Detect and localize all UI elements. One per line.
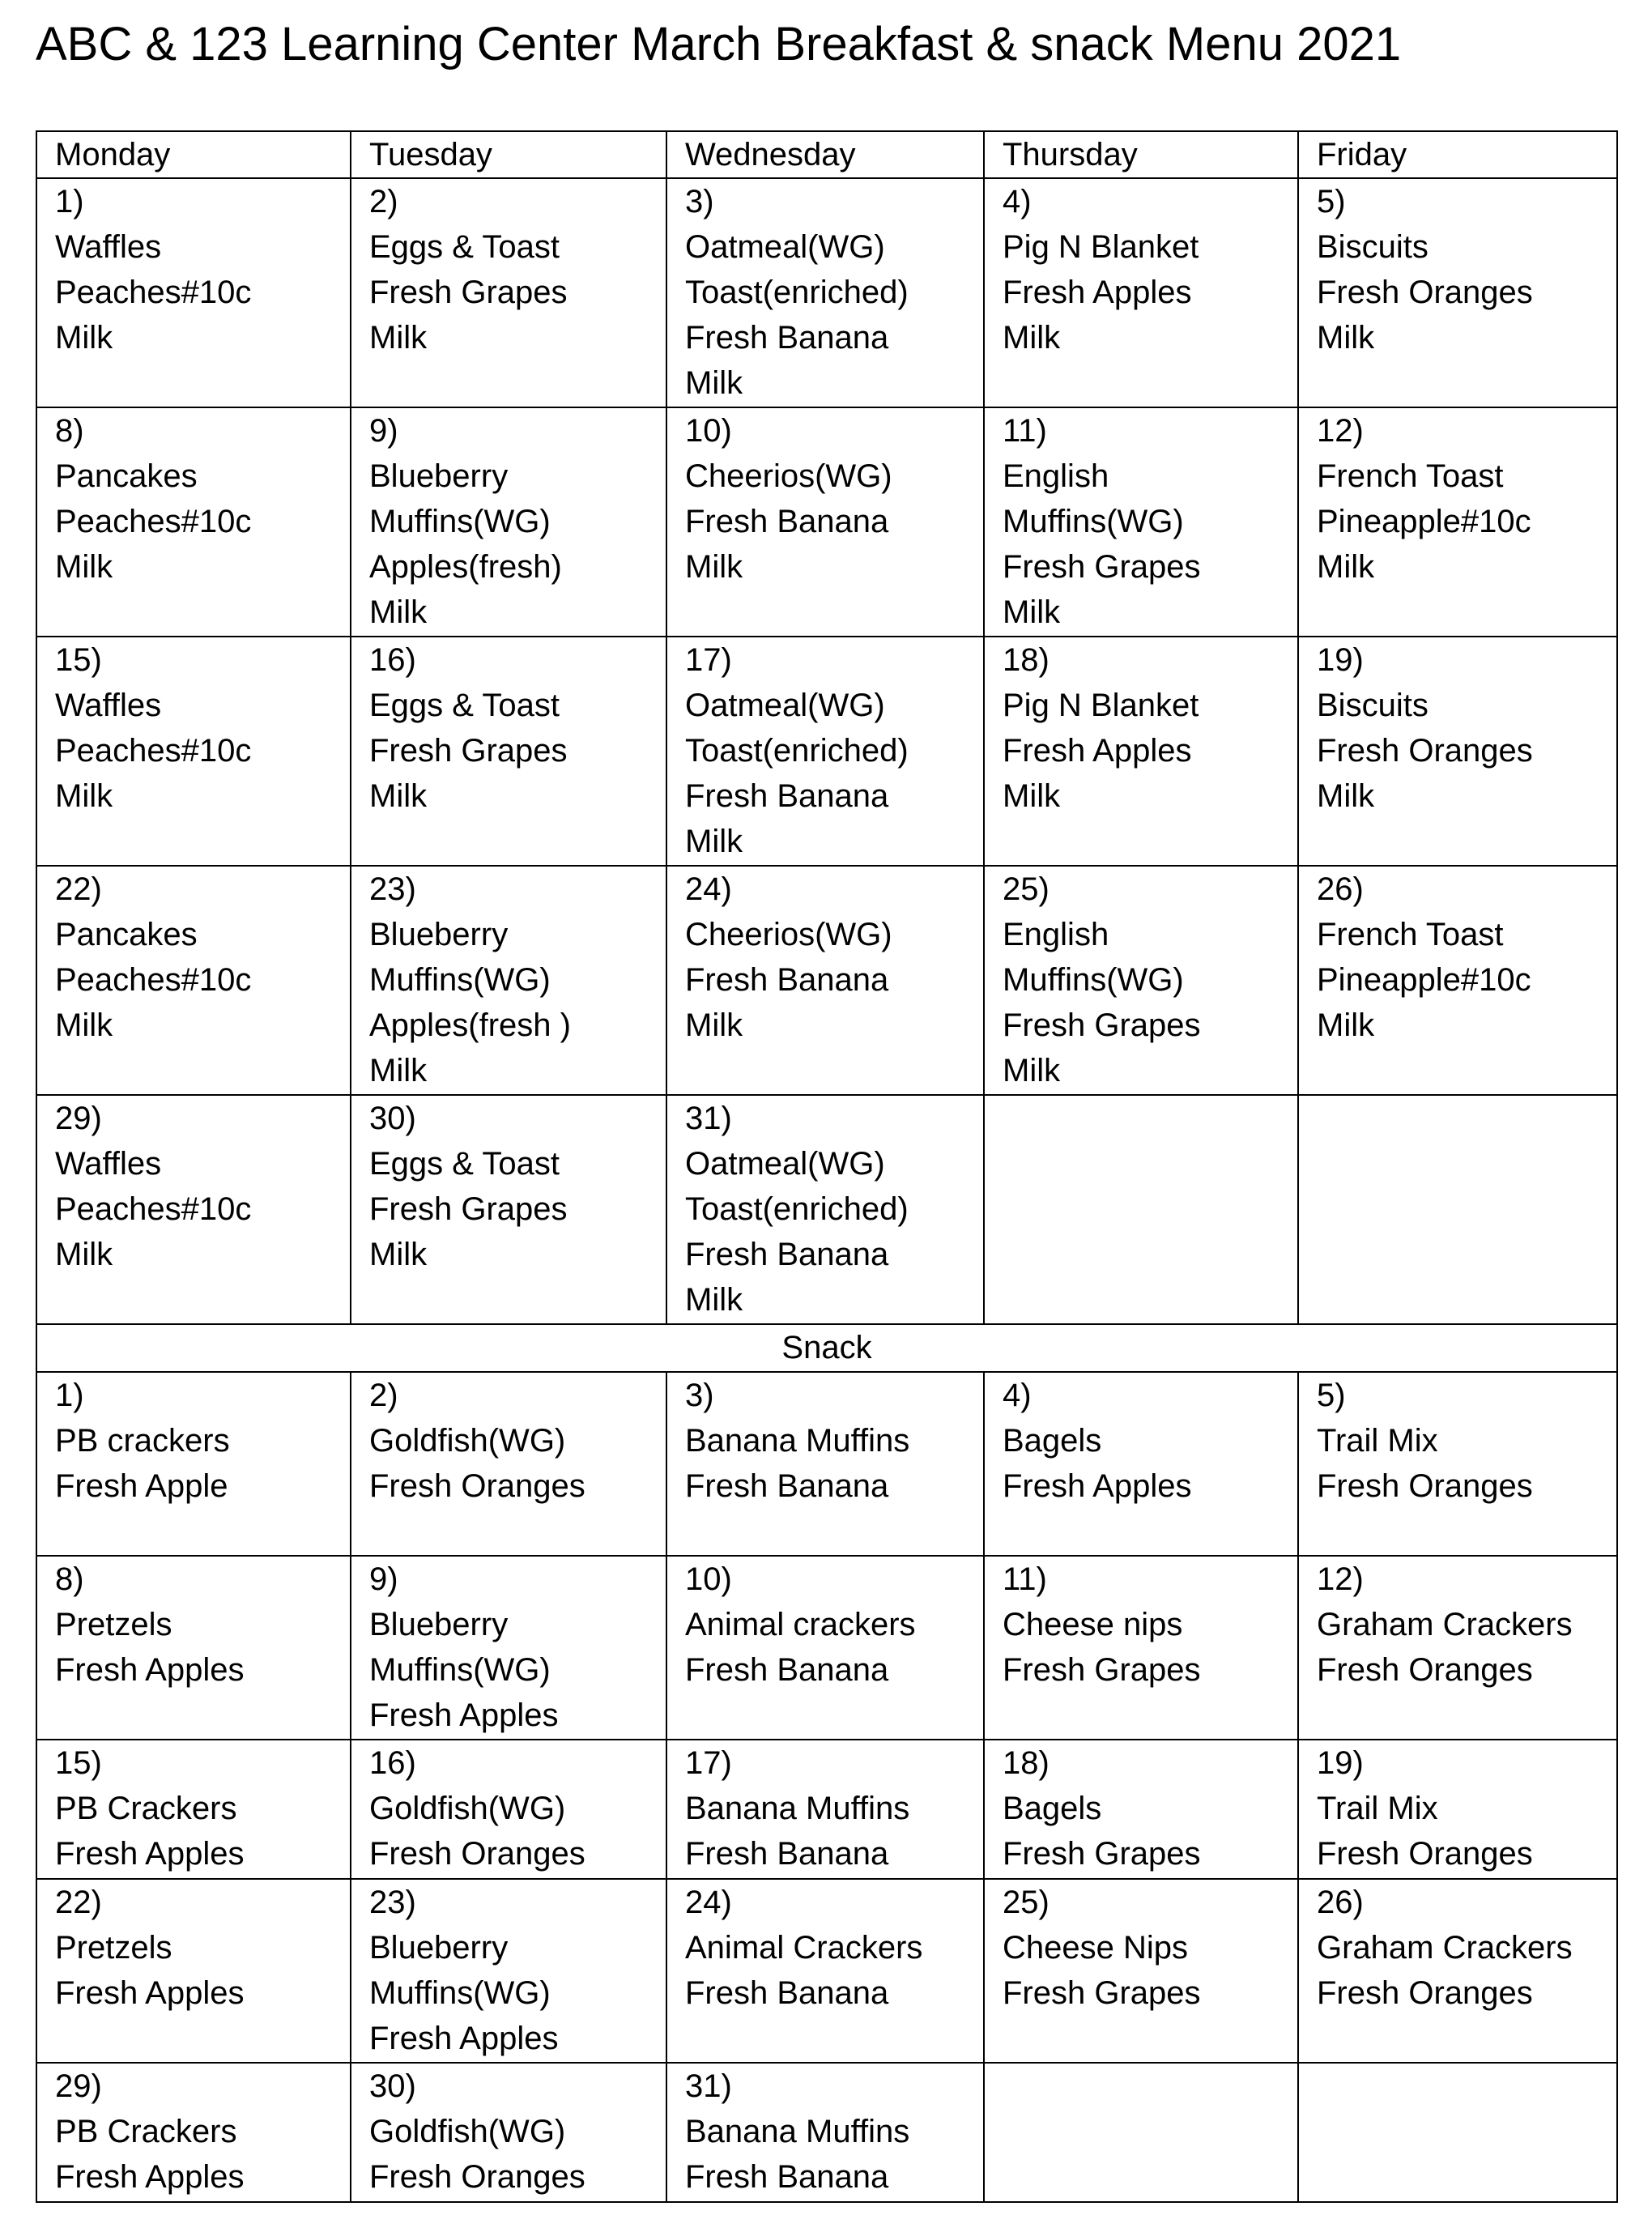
menu-item: Fresh Banana — [685, 778, 889, 814]
menu-item: Fresh Apples — [55, 2159, 245, 2195]
menu-item: Peaches#10c — [55, 962, 252, 998]
menu-item: Fresh Oranges — [369, 2159, 585, 2195]
menu-cell-tuesday — [351, 1740, 666, 1879]
menu-item: Pretzels — [55, 1930, 172, 1966]
menu-item: Fresh Banana — [685, 1836, 889, 1872]
menu-cell-thursday — [984, 866, 1298, 1095]
menu-cell-friday — [1298, 1372, 1617, 1556]
menu-item: Goldfish(WG) — [369, 1423, 566, 1459]
menu-item: Fresh Banana — [685, 1468, 889, 1504]
menu-item: Fresh Grapes — [369, 733, 568, 769]
menu-item: Toast(enriched) — [685, 1191, 909, 1227]
day-number: 2) — [369, 1378, 398, 1413]
menu-cell-friday — [1298, 1556, 1617, 1740]
menu-item: Cheerios(WG) — [685, 917, 892, 952]
menu-item: Banana Muffins — [685, 1423, 910, 1459]
menu-item: Pancakes — [55, 458, 198, 494]
menu-item: Fresh Oranges — [369, 1836, 585, 1872]
snack-week-row — [36, 1556, 1617, 1740]
menu-item: Cheese Nips — [1003, 1930, 1189, 1966]
day-number: 31) — [685, 2068, 732, 2104]
menu-cell-wednesday — [666, 1879, 984, 2063]
menu-cell-tuesday — [351, 178, 666, 407]
menu-cell-friday — [1298, 1740, 1617, 1879]
menu-cell-friday — [1298, 407, 1617, 637]
menu-item: Fresh Grapes — [1003, 1652, 1201, 1688]
menu-item: Pancakes — [55, 917, 198, 952]
menu-item: Pretzels — [55, 1607, 172, 1642]
menu-item: Blueberry — [369, 1607, 509, 1642]
day-number: 25) — [1003, 1885, 1050, 1920]
menu-cell-tuesday — [351, 1879, 666, 2063]
day-number: 2) — [369, 184, 398, 219]
day-number: 8) — [55, 413, 84, 449]
menu-item: Fresh Apples — [55, 1975, 245, 2011]
menu-cell-thursday — [984, 2063, 1298, 2202]
menu-item: Fresh Apples — [55, 1836, 245, 1872]
menu-item: Fresh Apples — [1003, 1468, 1192, 1504]
day-number: 24) — [685, 1885, 732, 1920]
menu-item: Fresh Grapes — [1003, 1836, 1201, 1872]
menu-item: Oatmeal(WG) — [685, 229, 885, 265]
snack-week-row — [36, 1372, 1617, 1556]
day-number: 1) — [55, 184, 84, 219]
menu-item: Fresh Apples — [1003, 733, 1192, 769]
menu-item: Goldfish(WG) — [369, 2114, 566, 2149]
day-number: 18) — [1003, 1745, 1050, 1781]
menu-item: Pineapple#10c — [1317, 962, 1531, 998]
day-number: 15) — [55, 1745, 102, 1781]
snack-header-row — [36, 1324, 1617, 1372]
menu-cell-tuesday — [351, 407, 666, 637]
menu-cell-monday — [36, 637, 351, 866]
day-number: 18) — [1003, 642, 1050, 678]
menu-item: Pineapple#10c — [1317, 504, 1531, 539]
menu-item: Graham Crackers — [1317, 1607, 1573, 1642]
menu-item: Toast(enriched) — [685, 275, 909, 310]
menu-item: Milk — [1003, 594, 1061, 630]
menu-item: Milk — [369, 778, 428, 814]
menu-item: Fresh Banana — [685, 2159, 889, 2195]
day-number: 29) — [55, 2068, 102, 2104]
menu-item: Peaches#10c — [55, 1191, 252, 1227]
menu-cell-thursday — [984, 178, 1298, 407]
day-number: 10) — [685, 413, 732, 449]
menu-item: PB Crackers — [55, 1791, 237, 1826]
menu-item: Fresh Apples — [55, 1652, 245, 1688]
menu-table-body — [36, 131, 1617, 2202]
menu-cell-tuesday — [351, 2063, 666, 2202]
menu-item: Fresh Banana — [685, 1652, 889, 1688]
day-number: 19) — [1317, 1745, 1364, 1781]
menu-cell-monday — [36, 1879, 351, 2063]
menu-item: Milk — [1003, 320, 1061, 356]
day-number: 8) — [55, 1561, 84, 1597]
menu-cell-tuesday — [351, 1372, 666, 1556]
menu-item: Banana Muffins — [685, 2114, 910, 2149]
menu-item: Milk — [685, 824, 743, 859]
day-number: 17) — [685, 1745, 732, 1781]
menu-item: English — [1003, 917, 1109, 952]
menu-item: Waffles — [55, 688, 162, 723]
day-number: 3) — [685, 1378, 714, 1413]
menu-cell-friday — [1298, 178, 1617, 407]
day-number: 31) — [685, 1101, 732, 1136]
day-number: 23) — [369, 1885, 416, 1920]
breakfast-week-row — [36, 637, 1617, 866]
menu-item: Bagels — [1003, 1791, 1102, 1826]
breakfast-week-row — [36, 407, 1617, 637]
menu-item: Milk — [369, 1053, 428, 1088]
menu-item: Fresh Banana — [685, 962, 889, 998]
menu-item: PB Crackers — [55, 2114, 237, 2149]
day-number: 11) — [1003, 1561, 1047, 1597]
day-number: 12) — [1317, 1561, 1364, 1597]
menu-item: Biscuits — [1317, 229, 1428, 265]
menu-item: Trail Mix — [1317, 1791, 1438, 1826]
day-header-friday: Friday — [1298, 131, 1617, 178]
day-header-tuesday: Tuesday — [351, 131, 666, 178]
menu-cell-friday — [1298, 1879, 1617, 2063]
menu-cell-thursday — [984, 1556, 1298, 1740]
day-number: 30) — [369, 1101, 416, 1136]
menu-item: Animal crackers — [685, 1607, 916, 1642]
menu-item: Fresh Banana — [685, 1237, 889, 1272]
snack-week-row — [36, 1740, 1617, 1879]
day-number: 26) — [1317, 1885, 1364, 1920]
menu-item: Muffins(WG) — [1003, 962, 1184, 998]
menu-item: Milk — [55, 1237, 113, 1272]
menu-item: Fresh Oranges — [1317, 1975, 1533, 2011]
day-number: 9) — [369, 413, 398, 449]
menu-item: Muffins(WG) — [369, 1652, 551, 1688]
day-number: 19) — [1317, 642, 1364, 678]
menu-item: Waffles — [55, 229, 162, 265]
breakfast-week-row — [36, 178, 1617, 407]
day-number: 12) — [1317, 413, 1364, 449]
menu-item: Milk — [1003, 778, 1061, 814]
day-number: 16) — [369, 642, 416, 678]
menu-item: Fresh Oranges — [369, 1468, 585, 1504]
menu-cell-wednesday — [666, 1556, 984, 1740]
menu-cell-wednesday — [666, 1372, 984, 1556]
menu-item: Peaches#10c — [55, 275, 252, 310]
menu-item: French Toast — [1317, 458, 1504, 494]
menu-item: Cheese nips — [1003, 1607, 1183, 1642]
day-number: 22) — [55, 871, 102, 907]
menu-item: Milk — [1317, 549, 1375, 585]
menu-item: Pig N Blanket — [1003, 229, 1199, 265]
menu-cell-tuesday — [351, 1556, 666, 1740]
menu-cell-thursday — [984, 1095, 1298, 1324]
menu-item: Blueberry — [369, 917, 509, 952]
menu-cell-tuesday — [351, 637, 666, 866]
menu-item: Blueberry — [369, 1930, 509, 1966]
menu-item: Fresh Oranges — [1317, 1836, 1533, 1872]
menu-cell-wednesday — [666, 1095, 984, 1324]
menu-item: Toast(enriched) — [685, 733, 909, 769]
menu-cell-monday — [36, 2063, 351, 2202]
menu-cell-tuesday — [351, 866, 666, 1095]
menu-cell-thursday — [984, 1740, 1298, 1879]
menu-cell-wednesday — [666, 407, 984, 637]
menu-cell-thursday — [984, 1372, 1298, 1556]
menu-cell-monday — [36, 178, 351, 407]
menu-item: Graham Crackers — [1317, 1930, 1573, 1966]
day-number: 16) — [369, 1745, 416, 1781]
breakfast-week-row — [36, 866, 1617, 1095]
day-number: 29) — [55, 1101, 102, 1136]
menu-item: Eggs & Toast — [369, 1146, 560, 1182]
menu-item: Fresh Grapes — [369, 1191, 568, 1227]
menu-cell-friday — [1298, 2063, 1617, 2202]
menu-item: Milk — [55, 549, 113, 585]
day-number: 24) — [685, 871, 732, 907]
menu-cell-tuesday — [351, 1095, 666, 1324]
day-header-wednesday: Wednesday — [666, 131, 984, 178]
menu-item: Fresh Oranges — [1317, 1652, 1533, 1688]
day-number: 5) — [1317, 1378, 1346, 1413]
menu-cell-monday — [36, 866, 351, 1095]
menu-item: Banana Muffins — [685, 1791, 910, 1826]
menu-item: Milk — [1317, 778, 1375, 814]
menu-item: Milk — [685, 549, 743, 585]
menu-item: Milk — [685, 1007, 743, 1043]
menu-item: Fresh Apples — [1003, 275, 1192, 310]
menu-item: Apples(fresh) — [369, 549, 562, 585]
day-number: 22) — [55, 1885, 102, 1920]
menu-item: Eggs & Toast — [369, 688, 560, 723]
day-number: 17) — [685, 642, 732, 678]
menu-item: Eggs & Toast — [369, 229, 560, 265]
day-number: 25) — [1003, 871, 1050, 907]
menu-item: Milk — [1317, 1007, 1375, 1043]
menu-cell-wednesday — [666, 866, 984, 1095]
menu-item: Fresh Grapes — [369, 275, 568, 310]
menu-item: Goldfish(WG) — [369, 1791, 566, 1826]
menu-item: Fresh Apples — [369, 2021, 559, 2056]
menu-table — [36, 130, 1618, 2203]
menu-item: Milk — [1317, 320, 1375, 356]
menu-cell-friday — [1298, 866, 1617, 1095]
menu-item: Animal Crackers — [685, 1930, 923, 1966]
menu-item: Muffins(WG) — [369, 504, 551, 539]
day-number: 9) — [369, 1561, 398, 1597]
menu-item: Muffins(WG) — [369, 962, 551, 998]
menu-item: Milk — [685, 365, 743, 401]
day-number: 30) — [369, 2068, 416, 2104]
menu-item: PB crackers — [55, 1423, 230, 1459]
menu-item: Apples(fresh ) — [369, 1007, 571, 1043]
menu-cell-thursday — [984, 1879, 1298, 2063]
menu-cell-monday — [36, 1372, 351, 1556]
menu-item: Waffles — [55, 1146, 162, 1182]
menu-item: Fresh Banana — [685, 320, 889, 356]
menu-item: French Toast — [1317, 917, 1504, 952]
day-number: 11) — [1003, 413, 1047, 449]
menu-item: English — [1003, 458, 1109, 494]
menu-item: Milk — [1003, 1053, 1061, 1088]
menu-item: Milk — [369, 320, 428, 356]
menu-item: Fresh Grapes — [1003, 1975, 1201, 2011]
menu-item: Bagels — [1003, 1423, 1102, 1459]
menu-item: Milk — [369, 1237, 428, 1272]
menu-item: Fresh Oranges — [1317, 733, 1533, 769]
menu-cell-friday — [1298, 637, 1617, 866]
menu-item: Fresh Oranges — [1317, 275, 1533, 310]
menu-item: Blueberry — [369, 458, 509, 494]
menu-item: Fresh Oranges — [1317, 1468, 1533, 1504]
menu-item: Peaches#10c — [55, 733, 252, 769]
menu-item: Biscuits — [1317, 688, 1428, 723]
menu-item: Fresh Apples — [369, 1697, 559, 1733]
snack-section-label: Snack — [36, 1324, 1617, 1372]
menu-cell-monday — [36, 1740, 351, 1879]
menu-item: Peaches#10c — [55, 504, 252, 539]
menu-item: Oatmeal(WG) — [685, 688, 885, 723]
day-number: 5) — [1317, 184, 1346, 219]
day-header-monday: Monday — [36, 131, 351, 178]
page-title: ABC & 123 Learning Center March Breakfast & snack Menu 2021 — [36, 18, 1402, 70]
menu-item: Milk — [55, 1007, 113, 1043]
menu-item: Milk — [369, 594, 428, 630]
menu-item: Muffins(WG) — [1003, 504, 1184, 539]
snack-week-row — [36, 1879, 1617, 2063]
day-number: 4) — [1003, 184, 1032, 219]
menu-cell-wednesday — [666, 637, 984, 866]
snack-week-row — [36, 2063, 1617, 2202]
menu-cell-friday — [1298, 1095, 1617, 1324]
menu-item: Muffins(WG) — [369, 1975, 551, 2011]
day-number: 10) — [685, 1561, 732, 1597]
day-number: 3) — [685, 184, 714, 219]
menu-cell-monday — [36, 1556, 351, 1740]
day-number: 15) — [55, 642, 102, 678]
menu-item: Milk — [685, 1282, 743, 1318]
menu-cell-monday — [36, 407, 351, 637]
menu-item: Fresh Apple — [55, 1468, 228, 1504]
breakfast-week-row — [36, 1095, 1617, 1324]
menu-item: Cheerios(WG) — [685, 458, 892, 494]
menu-item: Oatmeal(WG) — [685, 1146, 885, 1182]
day-number: 23) — [369, 871, 416, 907]
menu-cell-thursday — [984, 637, 1298, 866]
menu-item: Pig N Blanket — [1003, 688, 1199, 723]
day-number: 1) — [55, 1378, 84, 1413]
menu-item: Fresh Banana — [685, 1975, 889, 2011]
menu-item: Fresh Grapes — [1003, 1007, 1201, 1043]
menu-item: Fresh Banana — [685, 504, 889, 539]
menu-cell-monday — [36, 1095, 351, 1324]
day-header-row — [36, 131, 1617, 178]
menu-cell-thursday — [984, 407, 1298, 637]
menu-cell-wednesday — [666, 2063, 984, 2202]
menu-item: Milk — [55, 320, 113, 356]
day-number: 4) — [1003, 1378, 1032, 1413]
menu-item: Fresh Grapes — [1003, 549, 1201, 585]
menu-cell-wednesday — [666, 178, 984, 407]
menu-item: Trail Mix — [1317, 1423, 1438, 1459]
day-header-thursday: Thursday — [984, 131, 1298, 178]
menu-cell-wednesday — [666, 1740, 984, 1879]
menu-item: Milk — [55, 778, 113, 814]
day-number: 26) — [1317, 871, 1364, 907]
